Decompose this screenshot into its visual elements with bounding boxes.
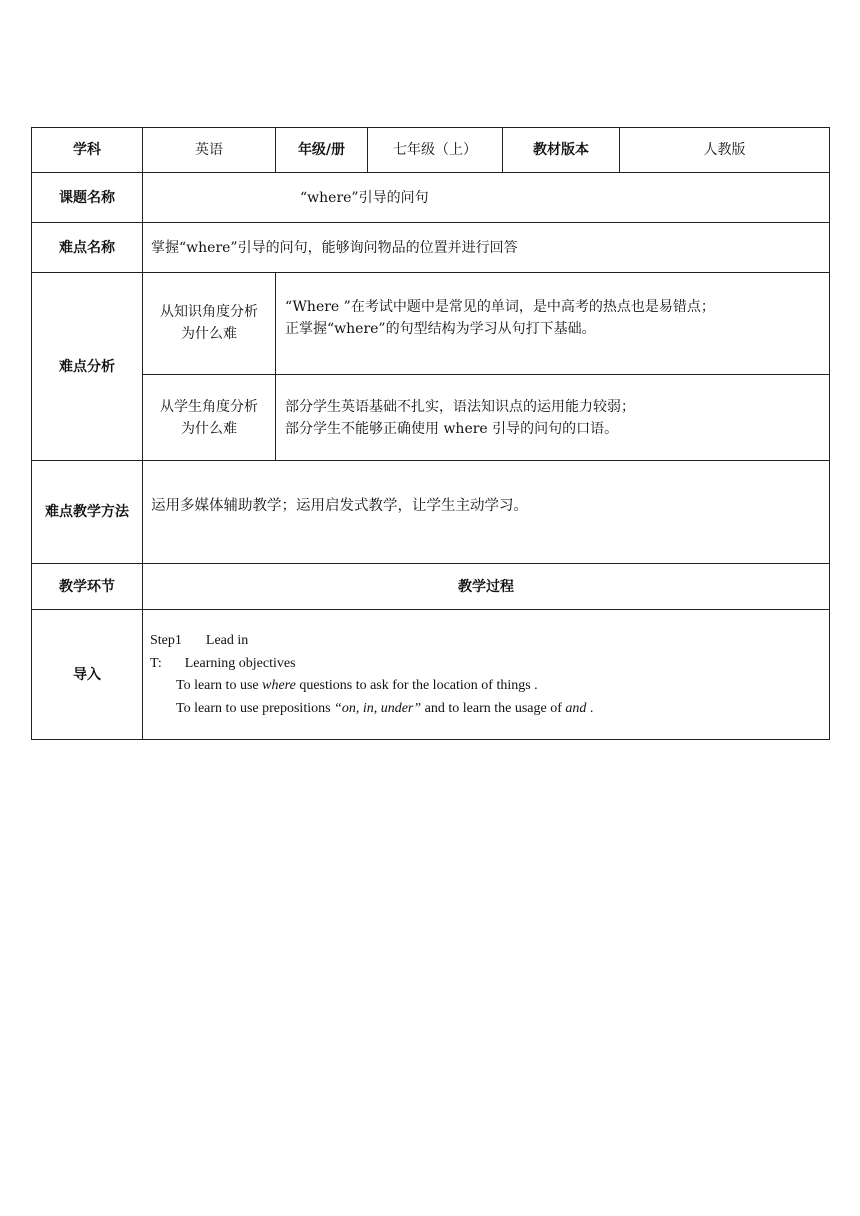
objective-2-mid: and to learn the usage of <box>421 700 566 716</box>
step-line <box>150 630 829 653</box>
topic-row <box>32 173 830 223</box>
teacher-line <box>150 653 829 676</box>
knowledge-label-line1: 从知识角度分析 <box>160 304 258 320</box>
objective-2-pre: To learn to use prepositions <box>176 700 335 716</box>
grade-label: 年级/册 <box>276 128 368 173</box>
edition-value: 人教版 <box>620 128 830 173</box>
process-label: 教学过程 <box>143 564 830 610</box>
difficulty-analysis-label: 难点分析 <box>32 273 143 461</box>
objective-2-post: . <box>586 700 594 716</box>
knowledge-analysis-row <box>32 273 830 375</box>
topic-value-cell <box>143 173 830 223</box>
edition-label: 教材版本 <box>503 128 620 173</box>
difficulty-name-label: 难点名称 <box>32 223 143 273</box>
student-label-line1: 从学生角度分析 <box>160 398 258 415</box>
student-label-line2: 为什么难 <box>181 420 237 437</box>
student-text-line2: 部分学生不能够正确使用 where 引导的问句的口语。 <box>285 420 619 437</box>
intro-label: 导入 <box>32 610 143 740</box>
topic-label: 课题名称 <box>32 173 143 223</box>
process-step-label: 教学环节 <box>32 564 143 610</box>
difficulty-name-value: 掌握“where”引导的问句，能够询问物品的位置并进行回答 <box>143 223 830 273</box>
method-label: 难点教学方法 <box>32 461 143 564</box>
objective-2 <box>150 698 829 721</box>
topic-value: “where”引导的问句 <box>300 189 429 206</box>
objective-2-emphasis-2: and <box>565 700 587 716</box>
subject-row <box>32 128 830 173</box>
difficulty-name-row <box>32 223 830 273</box>
teacher-text: Learning objectives <box>184 655 296 671</box>
objective-1-emphasis: where <box>262 678 296 693</box>
step-label: Step1 <box>150 633 182 648</box>
knowledge-text-line1: “Where ”在考试中题中是常见的单词，是中高考的热点也是易错点； <box>285 299 715 315</box>
knowledge-label-line2: 为什么难 <box>181 326 237 342</box>
student-text-line1: 部分学生英语基础不扎实，语法知识点的运用能力较弱； <box>285 398 635 415</box>
objective-1 <box>150 675 829 698</box>
knowledge-angle-text <box>276 273 830 375</box>
subject-value: 英语 <box>143 128 276 173</box>
student-angle-text <box>276 375 830 461</box>
teacher-label: T: <box>150 655 162 671</box>
method-value: 运用多媒体辅助教学；运用启发式教学，让学生主动学习。 <box>143 461 830 564</box>
knowledge-angle-label <box>143 273 276 375</box>
student-angle-label <box>143 375 276 461</box>
objective-1-pre: To learn to use <box>176 678 263 693</box>
process-header-row <box>32 564 830 610</box>
subject-label: 学科 <box>32 128 143 173</box>
lesson-design-table <box>31 127 830 740</box>
intro-row <box>32 610 830 740</box>
method-row <box>32 461 830 564</box>
step-text: Lead in <box>205 633 249 648</box>
knowledge-text-line2: 正掌握“where”的句型结构为学习从句打下基础。 <box>285 321 596 337</box>
objective-1-post: questions to ask for the location of things . <box>295 678 538 693</box>
intro-content <box>143 610 830 740</box>
student-analysis-row <box>32 375 830 461</box>
grade-value: 七年级（上） <box>368 128 503 173</box>
objective-2-emphasis: “on, in, under” <box>334 700 422 716</box>
